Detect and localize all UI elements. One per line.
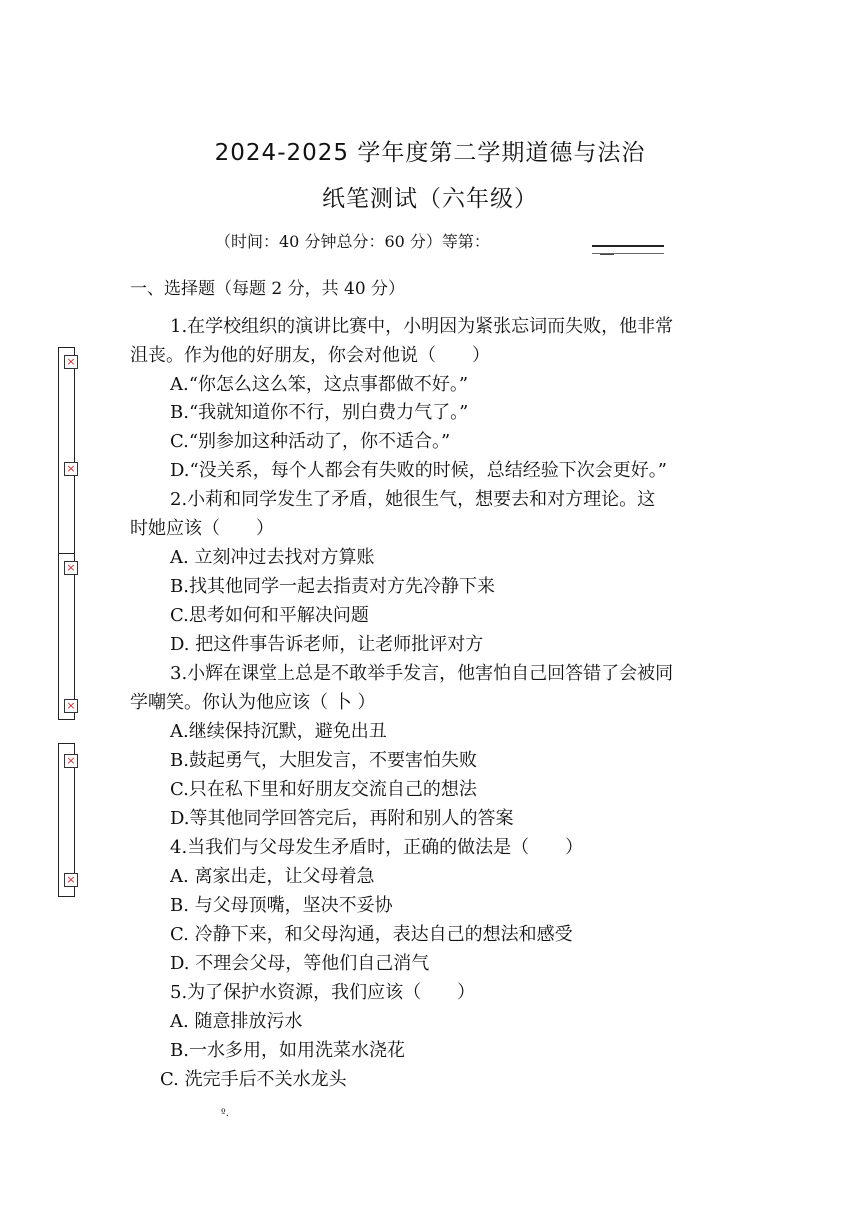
question-3-option-b: B.鼓起勇气，大胆发言，不要害怕失败	[170, 750, 477, 771]
page-title-line2: 纸笔测试（六年级）	[322, 186, 538, 212]
exam-info: （时间：40 分钟总分：60 分）等第：	[215, 232, 490, 251]
red-x-icon: ×	[64, 754, 78, 768]
question-2-option-a: A. 立刻冲过去找对方算账	[170, 547, 375, 568]
question-2-stem-cont: 时她应该（ ）	[130, 518, 274, 539]
question-2-option-b: B.找其他同学一起去指责对方先冷静下来	[170, 576, 495, 597]
question-3-option-c: C.只在私下里和好朋友交流自己的想法	[170, 779, 477, 800]
question-2-option-c: C.思考如何和平解决问题	[170, 605, 369, 626]
question-1-option-d: D.“没关系，每个人都会有失败的时候，总结经验下次会更好。”	[170, 460, 667, 481]
question-5-option-a: A. 随意排放污水	[170, 1011, 303, 1032]
footer-mark: º.	[221, 1108, 229, 1119]
red-x-icon: ×	[64, 355, 78, 369]
page-title-line1: 2024-2025 学年度第二学期道德与法治	[214, 140, 646, 166]
question-3-option-a: A.继续保持沉默，避免出丑	[170, 721, 387, 742]
grade-blank-mark	[600, 254, 614, 255]
question-1-stem-cont: 沮丧。作为他的好朋友，你会对他说（ ）	[130, 345, 490, 366]
question-1-option-c: C.“别参加这种活动了，你不适合。”	[170, 431, 451, 452]
question-5-stem: 5.为了保护水资源，我们应该（ ）	[170, 982, 476, 1003]
question-1-option-b: B.“我就知道你不行，别白费力气了。”	[170, 402, 469, 423]
section-title: 一、选择题（每题 2 分，共 40 分）	[130, 279, 406, 299]
question-4-option-d: D. 不理会父母，等他们自己消气	[170, 953, 430, 974]
question-1-option-a: A.“你怎么这么笨，这点事都做不好。”	[170, 374, 469, 395]
question-2-option-d: D. 把这件事告诉老师，让老师批评对方	[170, 634, 484, 655]
question-2-stem: 2.小莉和同学发生了矛盾，她很生气，想要去和对方理论。这	[170, 489, 656, 510]
question-4-option-c: C. 冷静下来，和父母沟通，表达自己的想法和感受	[170, 924, 573, 945]
question-1-stem: 1.在学校组织的演讲比赛中，小明因为紧张忘词而失败，他非常	[170, 316, 674, 337]
margin-marker-bar	[58, 347, 75, 554]
red-x-icon: ×	[64, 873, 78, 887]
question-4-option-a: A. 离家出走，让父母着急	[170, 866, 375, 887]
question-4-option-b: B. 与父母顶嘴，坚决不妥协	[170, 895, 393, 916]
question-3-stem: 3.小辉在课堂上总是不敢举手发言，他害怕自己回答错了会被同	[170, 663, 674, 684]
red-x-icon: ×	[64, 561, 78, 575]
question-3-option-d: D.等其他同学回答完后，再附和别人的答案	[170, 808, 514, 829]
red-x-icon: ×	[64, 699, 78, 713]
question-3-stem-cont: 学嘲笑。你认为他应该（ 卜 ）	[130, 692, 376, 713]
question-4-stem: 4.当我们与父母发生矛盾时，正确的做法是（ ）	[170, 837, 584, 858]
question-5-option-c: C. 洗完手后不关水龙头	[160, 1069, 347, 1090]
grade-blank	[592, 245, 664, 254]
margin-marker-bar	[58, 553, 75, 720]
question-5-option-b: B.一水多用，如用洗菜水浇花	[170, 1040, 405, 1061]
red-x-icon: ×	[64, 462, 78, 476]
